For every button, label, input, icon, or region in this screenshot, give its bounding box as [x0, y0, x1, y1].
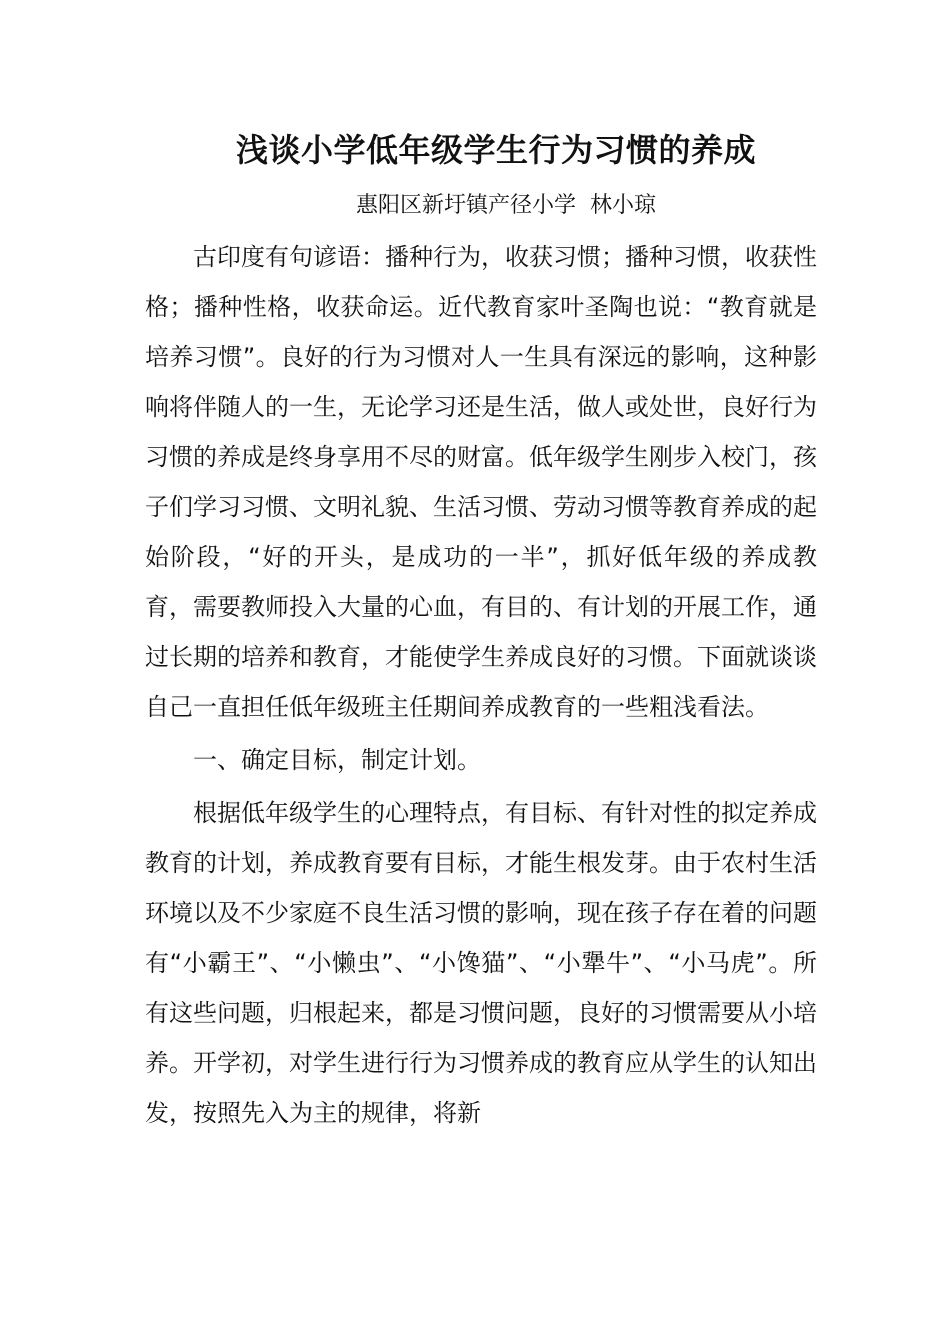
document-body — [145, 232, 817, 1138]
paragraph-intro: 古印度有句谚语：播种行为，收获习惯；播种习惯，收获性格；播种性格，收获命运。近代教育家叶圣陶也说：“教育就是培养习惯”。良好的行为习惯对人一生具有深远的影响，这种影响将伴随人的一生，无论学习还是生活，做人或处世，良好行为习惯的养成是终身享用不尽的财富。低年级学生刚步入校门，孩子们学习习惯、文明礼貌、生活习惯、劳动习惯等教育养成的起始阶段，“好的开头，是成功的一半”，抓好低年级的养成教育，需要教师投入大量的心血，有目的、有计划的开展工作，通过长期的培养和教育，才能使学生养成良好的习惯。下面就谈谈自己一直担任低年级班主任期间养成教育的一些粗浅看法。 — [145, 243, 817, 721]
author-school: 惠阳区新圩镇产径小学 — [356, 193, 577, 218]
author-line — [356, 190, 776, 222]
document-title: 浅谈小学低年级学生行为习惯的养成 — [235, 131, 756, 169]
paragraph-section-1: 根据低年级学生的心理特点，有目标、有针对性的拟定养成教育的计划，养成教育要有目标，才能生根发芽。由于农村生活环境以及不少家庭不良生活习惯的影响，现在孩子存在着的问题有“小霸王”、“小懒虫”、“小馋猫”、“小犟牛”、“小马虎”。所有这些问题，归根起来，都是习惯问题，良好的习惯需要从小培养。开学初，对学生进行行为习惯养成的教育应从学生的认知出发，按照先入为主的规律，将新 — [145, 799, 817, 1127]
author-name: 林小琼 — [590, 193, 657, 218]
section-heading-1: 一、确定目标，制定计划。 — [193, 746, 481, 774]
